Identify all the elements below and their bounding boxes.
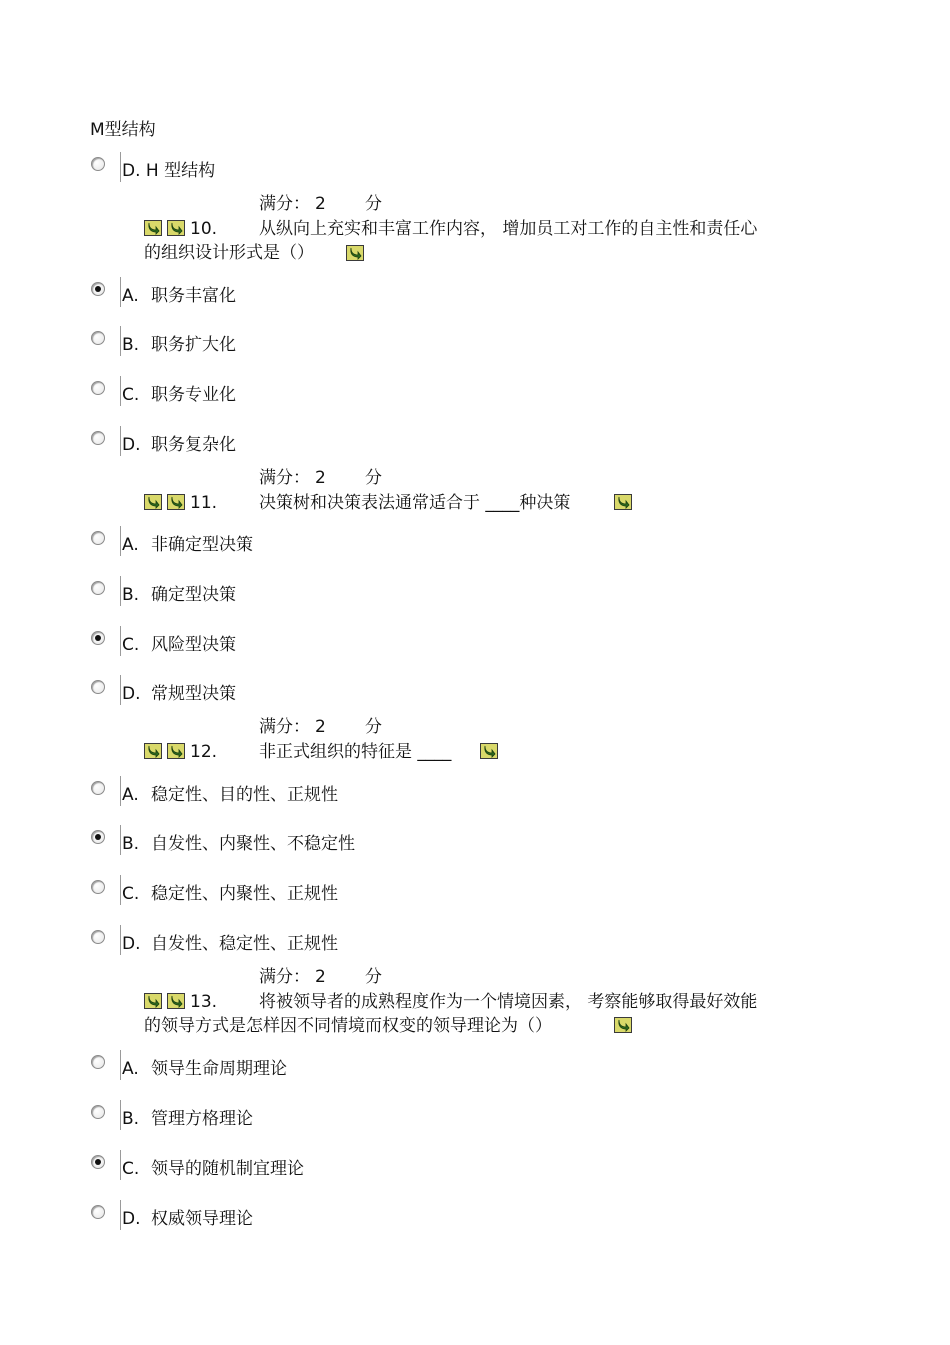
option-divider [120,326,121,356]
radio-button-selected[interactable] [91,631,105,645]
option-text: H 型结构 [145,161,216,181]
option-text: 确定型决策 [151,585,236,605]
option-divider [120,675,121,705]
option-label [122,1109,253,1129]
option-divider [120,526,121,556]
green-arrow-icon[interactable] [614,1017,632,1033]
green-arrow-icon[interactable] [614,494,632,510]
option-letter: D. [122,161,141,181]
option-letter: B. [122,335,140,355]
score-line [259,468,382,488]
option-label [122,585,236,605]
radio-button[interactable] [91,581,105,595]
option-divider [120,426,121,456]
question-number: 11. [190,493,218,513]
option-letter: C. [122,635,140,655]
previous-question-fragment: M型结构 [90,120,156,140]
option-letter: D. [122,1209,141,1229]
option-divider [120,576,121,606]
question-text-line-1: 决策树和决策表法通常适合于 ____种决策 [259,493,571,513]
question-number: 10. [190,219,218,239]
option-label [122,385,236,405]
option-divider [120,152,121,182]
option-label [122,286,236,306]
question-number: 12. [190,742,218,762]
option-label [122,934,338,954]
option-label [122,435,236,455]
radio-button[interactable] [91,880,105,894]
green-arrow-icon [144,743,162,759]
score-label: 满分： [259,468,310,488]
option-text: 领导的随机制宜理论 [151,1159,304,1179]
radio-button[interactable] [91,381,105,395]
green-arrow-icon[interactable] [346,245,364,261]
option-text: 权威领导理论 [151,1209,253,1229]
green-arrow-icon [167,220,185,236]
green-arrow-icon [144,220,162,236]
green-arrow-icon [144,993,162,1009]
score-unit: 分 [365,967,382,987]
question-text-line-1: 非正式组织的特征是 ____ [259,742,452,762]
option-letter: A. [122,785,139,805]
green-arrow-icon [167,494,185,510]
option-letter: B. [122,834,140,854]
option-letter: B. [122,1109,140,1129]
radio-button[interactable] [91,1105,105,1119]
option-text: 风险型决策 [151,635,236,655]
radio-button[interactable] [91,531,105,545]
green-arrow-icon [167,993,185,1009]
option-text: 职务复杂化 [151,435,236,455]
option-letter: D. [122,684,141,704]
question-number: 13. [190,992,218,1012]
radio-button[interactable] [91,930,105,944]
option-divider [120,875,121,905]
score-label: 满分： [259,717,310,737]
option-divider [120,277,121,307]
option-label [122,1159,304,1179]
option-label [122,335,236,355]
score-line [259,967,382,987]
option-label [122,684,236,704]
option-label [122,1209,253,1229]
score-unit: 分 [365,468,382,488]
question-text-line-2: 的组织设计形式是（） [144,243,314,263]
option-divider [120,1150,121,1180]
option-divider [120,626,121,656]
option-divider [120,1050,121,1080]
score-line [259,194,382,214]
option-label [122,535,253,555]
option-text: 常规型决策 [151,684,236,704]
option-divider [120,376,121,406]
radio-button[interactable] [91,431,105,445]
option-letter: C. [122,1159,140,1179]
option-label [122,884,338,904]
option-text: 非确定型决策 [151,535,253,555]
score-value: 2 [315,717,326,737]
score-line [259,717,382,737]
option-text: 领导生命周期理论 [151,1059,287,1079]
green-arrow-icon [144,494,162,510]
option-text: 自发性、稳定性、正规性 [151,934,338,954]
option-letter: D. [122,934,141,954]
score-value: 2 [315,967,326,987]
radio-button[interactable] [91,1205,105,1219]
radio-button[interactable] [91,781,105,795]
radio-button-selected[interactable] [91,282,105,296]
question-text-line-2: 的领导方式是怎样因不同情境而权变的领导理论为（） [144,1016,552,1036]
radio-button[interactable] [91,157,105,171]
green-arrow-icon[interactable] [480,743,498,759]
option-divider [120,776,121,806]
radio-button-selected[interactable] [91,830,105,844]
option-letter: B. [122,585,140,605]
radio-button-selected[interactable] [91,1155,105,1169]
option-text: 管理方格理论 [151,1109,253,1129]
score-value: 2 [315,468,326,488]
option-text: 稳定性、目的性、正规性 [151,785,338,805]
option-divider [120,925,121,955]
option-divider [120,1200,121,1230]
option-divider [120,1100,121,1130]
option-letter: C. [122,385,140,405]
option-label [122,785,338,805]
option-text: 职务丰富化 [151,286,236,306]
option-text: 稳定性、内聚性、正规性 [151,884,338,904]
option-letter: A. [122,1059,139,1079]
question-text-line-1: 从纵向上充实和丰富工作内容， 增加员工对工作的自主性和责任心 [259,219,758,239]
option-text: 职务扩大化 [151,335,236,355]
option-letter: A. [122,286,139,306]
score-value: 2 [315,194,326,214]
option-text: 职务专业化 [151,385,236,405]
option-text: 自发性、内聚性、不稳定性 [151,834,355,854]
radio-button[interactable] [91,1055,105,1069]
score-unit: 分 [365,717,382,737]
option-label [122,834,355,854]
option-label [122,1059,287,1079]
score-unit: 分 [365,194,382,214]
radio-button[interactable] [91,331,105,345]
option-letter: D. [122,435,141,455]
option-letter: C. [122,884,140,904]
option-label [122,161,215,181]
score-label: 满分： [259,194,310,214]
option-divider [120,825,121,855]
option-letter: A. [122,535,139,555]
green-arrow-icon [167,743,185,759]
question-text-line-1: 将被领导者的成熟程度作为一个情境因素， 考察能够取得最好效能 [259,992,758,1012]
option-label [122,635,236,655]
score-label: 满分： [259,967,310,987]
radio-button[interactable] [91,680,105,694]
